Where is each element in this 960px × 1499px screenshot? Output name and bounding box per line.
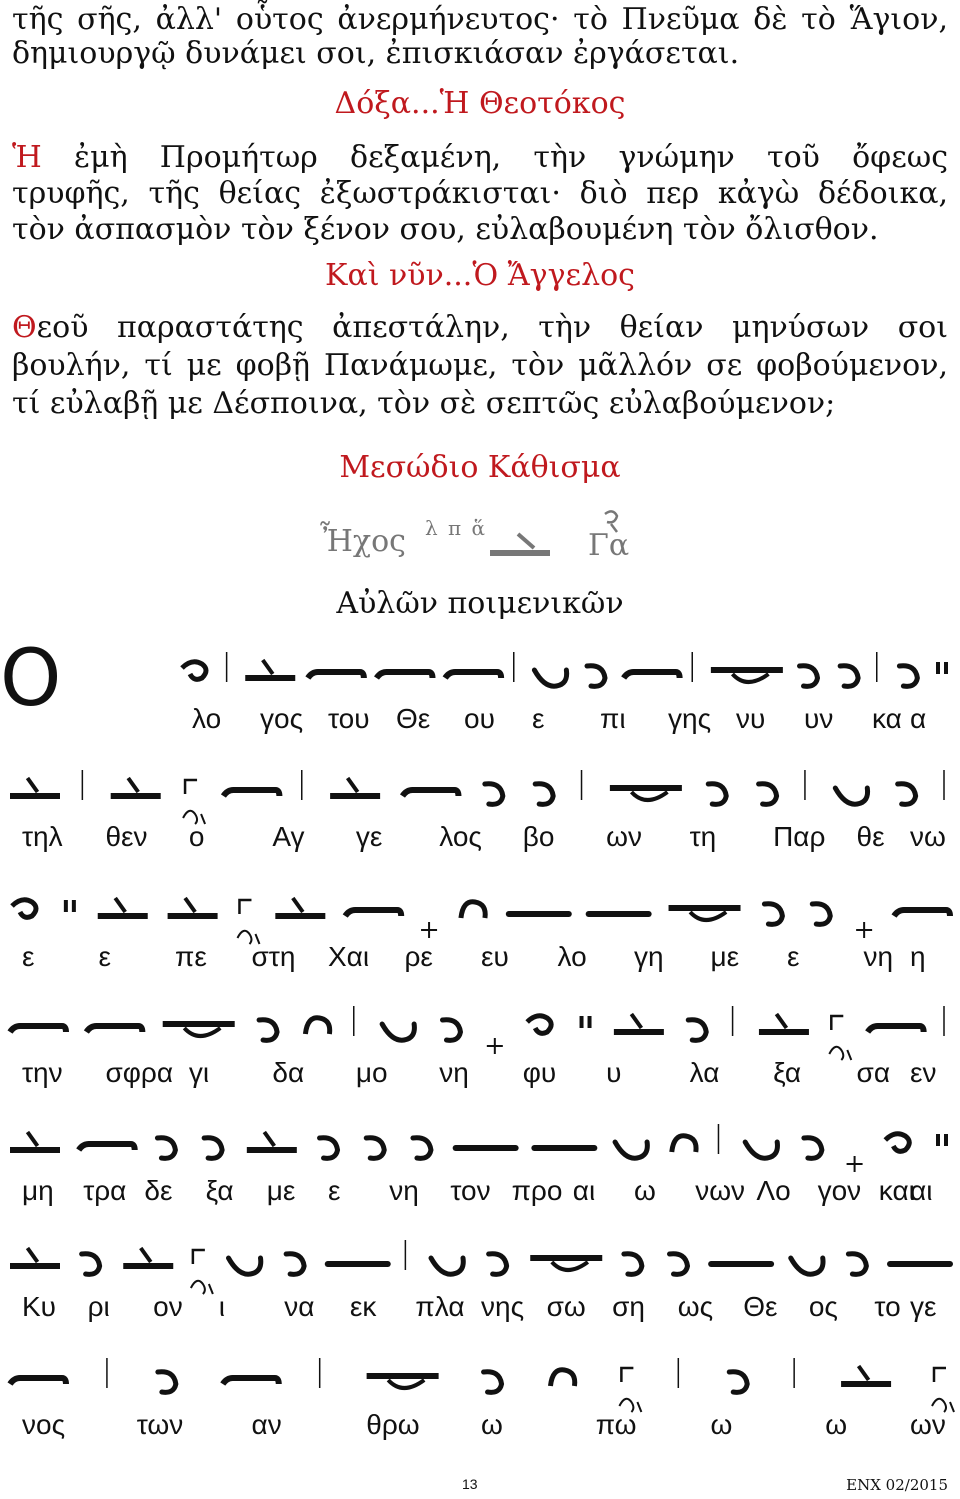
neume-kentima-icon <box>247 1132 297 1150</box>
lyric-syllable: Θε <box>743 1291 778 1322</box>
neume-gorgon-icon <box>932 1368 954 1412</box>
lyric-syllable: μο <box>355 1057 388 1088</box>
lyric-syllable: ε <box>532 703 545 734</box>
lyric-syllable: σφρα <box>105 1057 174 1088</box>
lyric-syllable: ε <box>98 941 111 972</box>
lyric-syllable: στη <box>251 941 296 972</box>
neume-apostrofos-icon <box>708 784 726 805</box>
lyric-syllable: ε <box>22 941 35 972</box>
lyric-syllable: γι <box>188 1057 210 1088</box>
lyric-syllable: γης <box>668 703 712 734</box>
neume-kentima-icon <box>10 1132 60 1150</box>
neume-yporroi-icon <box>669 908 741 920</box>
neume-cross-icon <box>847 1156 863 1172</box>
neume-apostrofos-icon <box>413 1138 431 1159</box>
lyric-syllable: σω <box>546 1291 586 1322</box>
lyric-syllable: ευ <box>481 941 509 972</box>
neume-apostrofos-icon <box>286 1254 304 1275</box>
neume-petasti-icon <box>382 1024 414 1040</box>
neume-oligon-icon <box>345 910 401 916</box>
lyric-syllable: θεν <box>105 821 148 852</box>
neume-kentima-icon <box>168 898 218 916</box>
neume-apostrofos-icon <box>688 1020 706 1041</box>
neume-oligon-icon <box>894 910 950 916</box>
text-line: τρυφῆς, τῆς θείας ἐξωστράκισται· διὸ περ κἀγὼ δέδοικα, <box>12 176 948 211</box>
neume-dots-icon <box>938 1134 946 1146</box>
lyric-syllable: ος <box>808 1291 838 1322</box>
lyric-syllable: με <box>266 1175 296 1206</box>
neume-oligon-icon <box>868 1026 924 1032</box>
lyric-syllable: ρε <box>404 941 433 972</box>
neume-kentima-icon <box>98 898 148 916</box>
neume-line-icon <box>10 1238 952 1298</box>
neume-apostrofos-icon <box>366 1138 384 1159</box>
lyric-syllable: ση <box>612 1291 645 1322</box>
neume-gorgon-icon <box>237 900 259 944</box>
neume-turn-icon <box>550 1370 574 1386</box>
neume-apostrofos-icon <box>804 1138 822 1159</box>
neume-cross-icon <box>856 922 872 938</box>
neume-apostrofos-icon <box>158 1372 176 1393</box>
echos-signature <box>320 510 660 570</box>
neume-turn-icon <box>672 1136 696 1152</box>
lyric-syllable: λο <box>557 941 587 972</box>
neume-oligon-icon <box>624 672 680 678</box>
text-line: τί εὐλαβῇ με Δέσποινα, τὸν σὲ σεπτῶς εὐλαβούμενον; <box>12 386 836 421</box>
edition-mark: ΕΝΧ 02/2015 <box>846 1476 948 1494</box>
lyric-syllable: ο <box>188 821 205 852</box>
lyric-syllable: ων <box>606 821 643 852</box>
neume-kentima-icon <box>275 898 325 916</box>
neume-row <box>10 888 952 972</box>
neume-row <box>10 1238 952 1322</box>
text-line: τὸν ἀσπασμὸν τὸν ξένον σου, εὐλαβουμένη τὸν ὄλισθον. <box>12 212 879 247</box>
lyric-syllable: ω <box>825 1409 848 1440</box>
lyric-syllable: σα <box>856 1057 890 1088</box>
lyric-syllable: αι <box>910 1175 933 1206</box>
neume-apostrofos-icon <box>489 1254 507 1275</box>
neume-dots-icon <box>66 900 74 912</box>
neume-apostrofos-icon <box>800 666 818 687</box>
neume-apostrofos-icon <box>729 1372 747 1393</box>
lyric-syllable: ρι <box>87 1291 110 1322</box>
lyric-syllable: τον <box>450 1175 491 1206</box>
lyric-syllable: δε <box>144 1175 173 1206</box>
neume-gorgon-icon <box>183 780 205 824</box>
neume-apostrofos-icon <box>157 1138 175 1159</box>
lyric-syllable: η <box>910 941 926 972</box>
neume-kentima-icon <box>330 778 380 796</box>
lyric-syllable: του <box>328 703 370 734</box>
lyric-syllable: αν <box>251 1409 282 1440</box>
lyric-syllable: βο <box>522 821 555 852</box>
lyric-syllable: θρω <box>366 1409 420 1440</box>
lyric-syllable: λα <box>689 1057 720 1088</box>
page-number: 13 <box>462 1476 478 1492</box>
lyric-syllable: υ <box>606 1057 622 1088</box>
neume-line-icon <box>10 650 952 710</box>
neume-apostrofos-icon <box>320 1138 338 1159</box>
lyric-syllable: α <box>910 703 927 734</box>
echos-ga: Γα <box>588 528 630 563</box>
neume-dots-icon <box>582 1016 590 1028</box>
neume-petasti-icon <box>615 1142 647 1158</box>
neume-apostrofos-icon <box>259 1020 277 1041</box>
neume-line-icon <box>10 1004 952 1064</box>
text-line <box>12 308 948 348</box>
lyric-syllable: Αγ <box>272 821 305 852</box>
lyric-syllable: νη <box>863 941 894 972</box>
lyric-syllable: νω <box>910 821 946 852</box>
neume-oligon-icon <box>402 790 458 796</box>
neume-oligon-icon <box>10 1026 66 1032</box>
lyric-syllable: πλα <box>415 1291 465 1322</box>
lyric-syllable: ξα <box>205 1175 234 1206</box>
neume-petasti-icon <box>229 1258 261 1274</box>
lyric-syllable: ου <box>464 703 495 734</box>
lyric-syllable: πι <box>600 703 626 734</box>
lyric-syllable: ως <box>677 1291 714 1322</box>
neume-psifiston-icon <box>12 900 36 918</box>
neume-oligon-icon <box>10 1378 66 1384</box>
neume-gorgon-icon <box>829 1016 851 1060</box>
neume-apostrofos-icon <box>670 1254 688 1275</box>
neume-row <box>10 1004 952 1088</box>
lyric-syllable: πε <box>175 941 207 972</box>
lyric-syllable: Λο <box>756 1175 791 1206</box>
lyric-syllable: την <box>22 1057 63 1088</box>
neume-petasti-icon <box>835 788 867 804</box>
neume-kentima-icon <box>245 660 295 678</box>
text-line <box>12 138 948 178</box>
lyric-syllable: πω <box>595 1409 637 1440</box>
neume-kentima-icon <box>841 1366 891 1384</box>
neume-kentima-icon <box>10 778 60 796</box>
neume-apostrofos-icon <box>442 1020 460 1041</box>
neume-kentima-icon <box>614 1014 664 1032</box>
lyric-syllable: Χαι <box>328 941 370 972</box>
lyric-syllable: νη <box>439 1057 469 1088</box>
lyric-syllable: ων <box>910 1409 946 1440</box>
initial-letter: Ἡ <box>12 140 42 175</box>
neume-oligon-icon <box>86 1026 142 1032</box>
lyric-syllable: προ <box>511 1175 563 1206</box>
neume-apostrofos-icon <box>840 666 858 687</box>
lyric-syllable: τη <box>689 821 717 852</box>
neume-petasti-icon <box>534 670 566 686</box>
neume-apostrofos-icon <box>764 904 782 925</box>
neume-oligon-icon <box>223 790 279 796</box>
lyric-syllable: Κυ <box>22 1291 56 1322</box>
model-melody-title: Αὐλῶν ποιμενικῶν <box>336 586 624 621</box>
lyric-syllable: Θε <box>396 703 431 734</box>
neume-psifiston-icon <box>885 1134 909 1152</box>
neume-kentima-icon <box>10 1248 60 1266</box>
neume-apostrofos-icon <box>204 1138 222 1159</box>
neume-apostrofos-icon <box>484 1372 502 1393</box>
lyric-syllable: φυ <box>522 1057 557 1088</box>
neume-row <box>10 1122 952 1206</box>
echos-label: Ἦχος <box>320 524 406 559</box>
neume-apostrofos-icon <box>624 1254 642 1275</box>
lyric-syllable: λο <box>192 703 222 734</box>
lyric-syllable: θε <box>856 821 885 852</box>
neume-oligon-icon <box>377 672 433 678</box>
neume-oligon-icon <box>223 1378 279 1384</box>
lyric-syllable: γος <box>260 703 304 734</box>
neume-row <box>10 650 952 734</box>
lyric-syllable: να <box>284 1291 315 1322</box>
lyric-syllable: τρα <box>83 1175 127 1206</box>
lyric-syllable: λος <box>439 821 482 852</box>
neume-apostrofos-icon <box>898 784 916 805</box>
lyric-syllable: τηλ <box>22 821 63 852</box>
lyric-syllable: και <box>878 1175 915 1206</box>
neume-cross-icon <box>421 922 437 938</box>
lyric-syllable: γε <box>910 1291 937 1322</box>
neume-apostrofos-icon <box>485 784 503 805</box>
text-line: τῆς σῆς, ἀλλ' οὗτος ἀνερμήνευτος· τὸ Πνεῦμα δὲ τὸ Ἅγιον, <box>12 2 948 37</box>
neume-gorgon-icon <box>191 1250 213 1294</box>
neume-apostrofos-icon <box>535 784 553 805</box>
neume-apostrofos-icon <box>587 666 605 687</box>
neume-petasti-icon <box>791 1258 823 1274</box>
lyric-syllable: ον <box>153 1291 183 1322</box>
lyric-syllable: αι <box>572 1175 596 1206</box>
lyric-syllable: των <box>136 1409 184 1440</box>
lyric-syllable: γον <box>817 1175 862 1206</box>
lyric-syllable: με <box>710 941 740 972</box>
neume-line-icon <box>10 768 952 828</box>
neume-turn-icon <box>305 1018 329 1034</box>
lyric-syllable: γε <box>355 821 383 852</box>
neume-psifiston-icon <box>527 1016 551 1034</box>
lyric-syllable: ω <box>634 1175 656 1206</box>
neume-line-icon <box>10 1122 952 1182</box>
neume-petasti-icon <box>431 1258 463 1274</box>
neume-kentima-icon <box>123 1248 173 1266</box>
neume-yporroi-icon <box>163 1024 235 1036</box>
lyric-syllable: ξα <box>773 1057 802 1088</box>
neume-yporroi-icon <box>367 1376 439 1388</box>
neume-cross-icon <box>487 1038 503 1054</box>
lyric-syllable: εκ <box>349 1291 377 1322</box>
lyric-syllable: υν <box>804 703 834 734</box>
lyric-syllable: Παρ <box>773 821 826 852</box>
drop-initial: Ο <box>0 634 62 724</box>
neume-gorgon-icon <box>619 1368 641 1412</box>
text-span: ἐμὴ Προμήτωρ δεξαμένη, τὴν γνώμην τοῦ ὄφεως <box>41 140 948 175</box>
initial-letter: Θ <box>12 310 37 345</box>
neume-apostrofos-icon <box>812 904 830 925</box>
lyric-syllable: ω <box>481 1409 503 1440</box>
neume-oligon-icon <box>79 1144 135 1150</box>
neume-apostrofos-icon <box>759 784 777 805</box>
lyric-syllable: ε <box>787 941 800 972</box>
neume-apostrofos-icon <box>82 1254 100 1275</box>
neume-yporroi-icon <box>711 670 783 682</box>
section-heading: Μεσώδιο Κάθισμα <box>339 450 621 485</box>
section-heading: Δόξα...Ἡ Θεοτόκος <box>334 86 626 121</box>
lyric-syllable: ι <box>218 1291 225 1322</box>
neume-yporroi-icon <box>610 788 682 800</box>
text-span: εοῦ παραστάτης ἀπεστάλην, τὴν θείαν μηνύσων σοι <box>36 310 948 345</box>
lyric-syllable: μη <box>22 1175 54 1206</box>
neume-kentima-icon <box>111 778 161 796</box>
lyric-syllable: δα <box>272 1057 305 1088</box>
lyric-syllable: ω <box>710 1409 733 1440</box>
neume-kentima-icon <box>759 1014 809 1032</box>
lyric-syllable: ε <box>328 1175 341 1206</box>
neume-oligon-icon <box>445 672 501 678</box>
neume-line-icon <box>10 1356 952 1416</box>
neume-oligon-icon <box>308 672 364 678</box>
lyric-syllable: το <box>874 1291 901 1322</box>
text-line: βουλήν, τί με φοβῇ Πανάμωμε, τὸν μᾶλλόν σε φοβούμενον, <box>12 348 948 383</box>
lyric-syllable: νων <box>695 1175 746 1206</box>
neume-apostrofos-icon <box>848 1254 866 1275</box>
lyric-syllable: νος <box>22 1409 66 1440</box>
echos-marks: λ π ἅ <box>425 516 488 540</box>
neume-dots-icon <box>938 662 946 674</box>
neume-line-icon <box>10 888 952 948</box>
section-heading: Καὶ νῦν...Ὁ Ἄγγελος <box>325 258 635 293</box>
lyric-syllable: νυ <box>736 703 766 734</box>
lyric-syllable: εν <box>910 1057 937 1088</box>
text-line: δημιουργῷ δυνάμει σοι, ἐπισκιάσαν ἐργάσεται. <box>12 36 740 71</box>
neume-psifiston-icon <box>182 662 206 680</box>
neume-row <box>10 768 952 852</box>
neume-apostrofos-icon <box>899 666 917 687</box>
lyric-syllable: γη <box>634 941 664 972</box>
lyric-syllable: νη <box>389 1175 419 1206</box>
neume-turn-icon <box>461 902 485 918</box>
lyric-syllable: νης <box>481 1291 525 1322</box>
neume-yporroi-icon <box>530 1258 602 1270</box>
neume-row <box>10 1356 952 1440</box>
lyric-syllable: κα <box>872 703 902 734</box>
neume-petasti-icon <box>745 1142 777 1158</box>
